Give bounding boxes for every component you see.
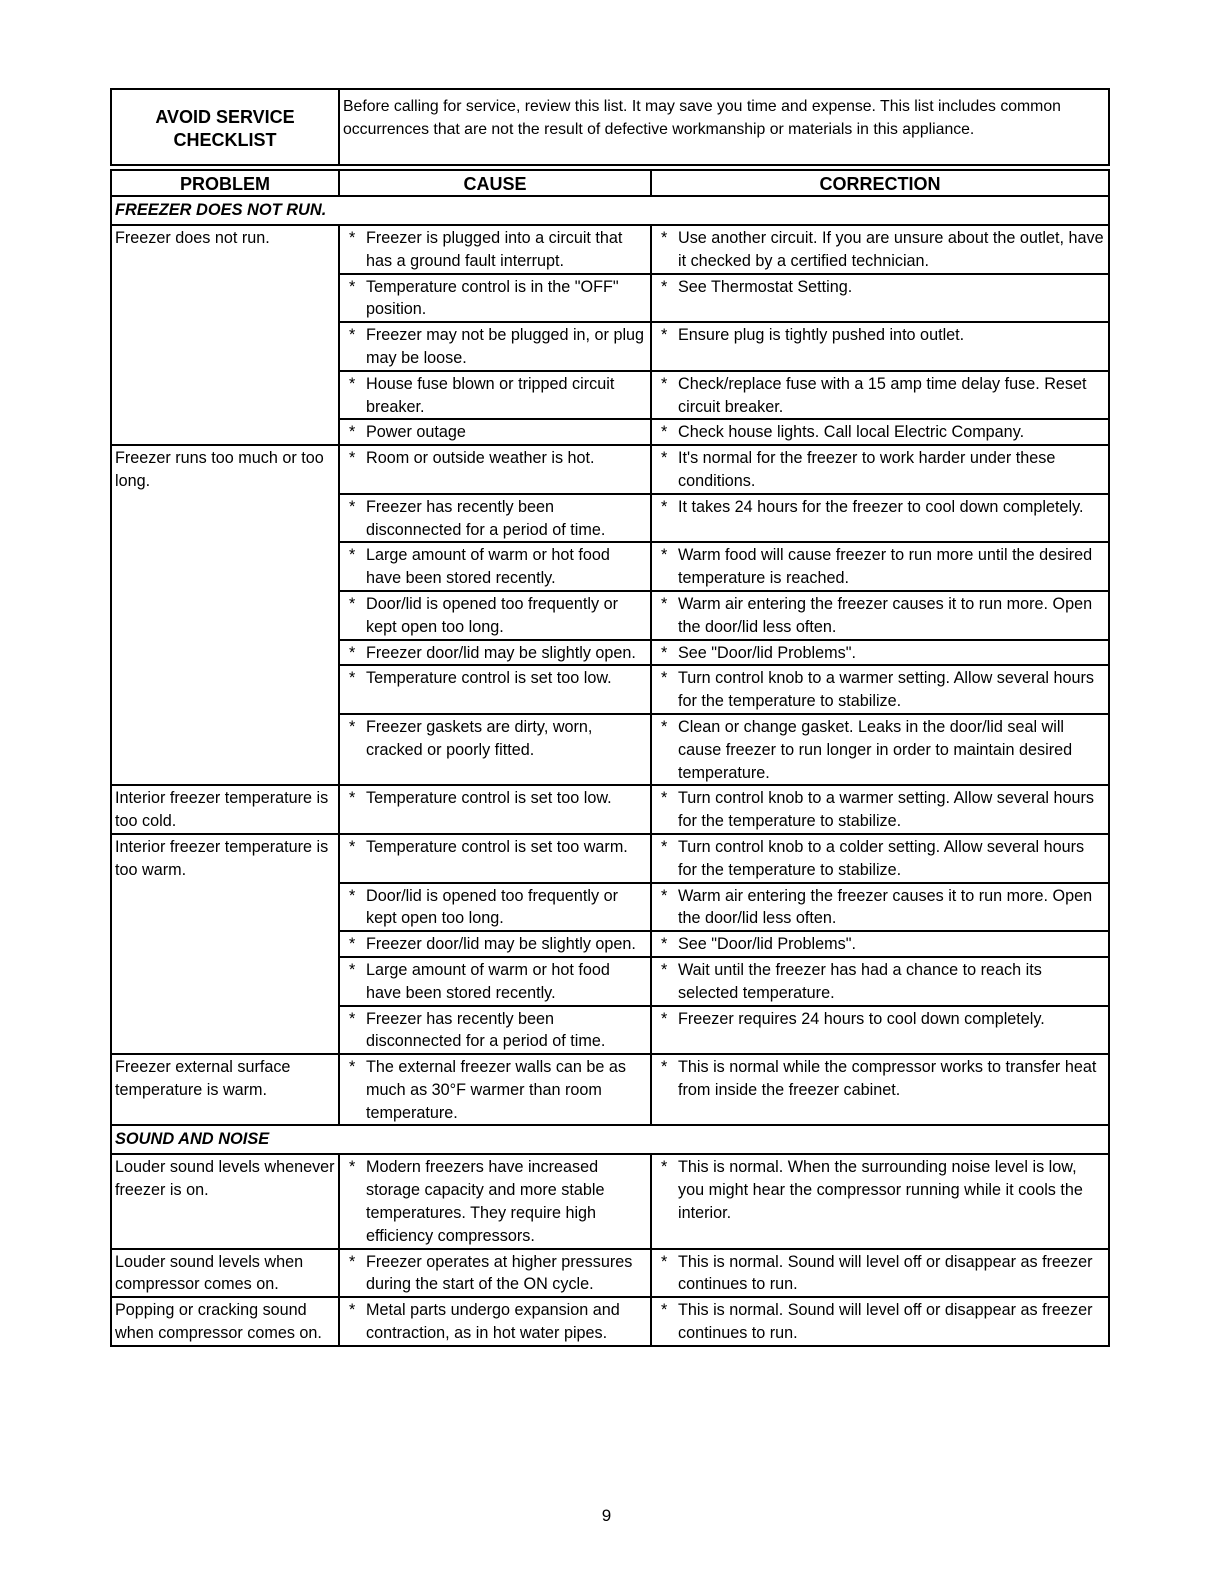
cause-cell [339, 419, 651, 445]
cause-text: Power outage [366, 423, 466, 442]
checklist-title [111, 89, 339, 165]
bullet-asterisk: * [349, 229, 356, 247]
correction-text: See Thermostat Setting. [678, 277, 853, 296]
bullet-asterisk: * [349, 837, 356, 856]
bullet-asterisk: * [661, 229, 668, 247]
cause-text: Freezer is plugged into a circuit that has a ground fault interrupt. [366, 229, 623, 270]
correction-cell [651, 883, 1109, 932]
table-row [111, 445, 1109, 494]
cause-text: Freezer may not be plugged in, or plug may be loose. [366, 326, 645, 367]
bullet-asterisk: * [661, 449, 668, 468]
cause-cell [339, 834, 651, 883]
bullet-asterisk: * [661, 960, 668, 979]
correction-text: It's normal for the freezer to work harder under these conditions. [678, 449, 1056, 490]
cause-cell [339, 665, 651, 714]
table-row [111, 785, 1109, 834]
bullet-asterisk: * [349, 1158, 356, 1177]
bullet-asterisk: * [661, 1252, 668, 1271]
bullet-asterisk: * [661, 423, 668, 442]
correction-cell [651, 494, 1109, 543]
correction-cell [651, 957, 1109, 1006]
cause-cell [339, 542, 651, 591]
correction-text: See "Door/lid Problems". [678, 643, 856, 662]
bullet-asterisk: * [349, 1058, 356, 1077]
cause-text: Freezer gaskets are dirty, worn, cracked or poorly fitted. [366, 717, 593, 759]
bullet-asterisk: * [661, 277, 668, 296]
cause-cell [339, 371, 651, 420]
section-row [111, 1125, 1109, 1154]
section-title: SOUND AND NOISE [111, 1125, 1109, 1154]
bullet-asterisk: * [349, 1252, 356, 1271]
problem-cell: Freezer external surface temperature is warm. [111, 1054, 339, 1125]
correction-cell [651, 785, 1109, 834]
cause-cell [339, 1297, 651, 1346]
bullet-asterisk: * [661, 717, 668, 736]
bullet-asterisk: * [349, 669, 356, 688]
cause-text: Freezer operates at higher pressures during the start of the ON cycle. [366, 1252, 633, 1294]
cause-text: Temperature control is set too low. [366, 669, 612, 688]
bullet-asterisk: * [349, 374, 356, 393]
correction-text: Freezer requires 24 hours to cool down completely. [678, 1009, 1045, 1028]
bullet-asterisk: * [661, 546, 668, 565]
correction-cell [651, 1054, 1109, 1125]
bullet-asterisk: * [349, 423, 356, 442]
cause-text: Freezer has recently been disconnected for a period of time. [366, 497, 606, 539]
checklist-title-line1: AVOID SERVICE [155, 107, 295, 127]
correction-cell [651, 591, 1109, 640]
correction-text: Turn control knob to a colder setting. Allow several hours for the temperature to stabilize. [678, 837, 1085, 879]
bullet-asterisk: * [661, 643, 668, 662]
bullet-asterisk: * [349, 1009, 356, 1028]
bullet-asterisk: * [349, 594, 356, 613]
cause-cell [339, 714, 651, 785]
bullet-asterisk: * [661, 1009, 668, 1028]
cause-text: Modern freezers have increased storage capacity and more stable temperatures. They require high efficiency compressors. [366, 1158, 605, 1245]
correction-cell [651, 1249, 1109, 1298]
cause-cell [339, 274, 651, 323]
correction-text: Turn control knob to a warmer setting. Allow several hours for the temperature to stabilize. [678, 669, 1094, 711]
cause-text: Large amount of warm or hot food have been stored recently. [366, 960, 610, 1002]
bullet-asterisk: * [349, 497, 356, 516]
checklist-title-line2: CHECKLIST [173, 130, 277, 150]
cause-text: Door/lid is opened too frequently or kept open too long. [366, 886, 618, 928]
correction-cell [651, 371, 1109, 420]
correction-text: Ensure plug is tightly pushed into outlet. [678, 326, 965, 345]
cause-cell [339, 225, 651, 274]
bullet-asterisk: * [349, 935, 356, 954]
correction-cell [651, 640, 1109, 666]
cause-cell [339, 1154, 651, 1248]
problem-cell: Interior freezer temperature is too cold. [111, 785, 339, 834]
correction-cell [651, 1297, 1109, 1346]
checklist-page [110, 88, 1108, 1347]
cause-text: House fuse blown or tripped circuit breaker. [366, 374, 615, 416]
bullet-asterisk: * [349, 449, 356, 468]
cause-text: Freezer door/lid may be slightly open. [366, 935, 636, 954]
bullet-asterisk: * [349, 643, 356, 662]
correction-cell [651, 834, 1109, 883]
correction-text: This is normal. Sound will level off or disappear as freezer continues to run. [678, 1301, 1093, 1343]
bullet-asterisk: * [661, 374, 668, 393]
header-row [111, 170, 1109, 196]
correction-cell [651, 714, 1109, 785]
cause-cell [339, 640, 651, 666]
bullet-asterisk: * [661, 886, 668, 905]
correction-cell [651, 274, 1109, 323]
bullet-asterisk: * [349, 1301, 356, 1320]
cause-cell [339, 883, 651, 932]
correction-cell [651, 931, 1109, 957]
bullet-asterisk: * [661, 837, 668, 856]
problem-cell: Freezer does not run. [111, 225, 339, 445]
bullet-asterisk: * [661, 594, 668, 613]
cause-cell [339, 322, 651, 371]
correction-cell [651, 665, 1109, 714]
cause-text: The external freezer walls can be as much as 30°F warmer than room temperature. [366, 1058, 627, 1122]
problem-cell: Louder sound levels whenever freezer is on. [111, 1154, 339, 1248]
correction-text: It takes 24 hours for the freezer to cool down completely. [678, 497, 1084, 516]
cause-text: Freezer door/lid may be slightly open. [366, 643, 636, 662]
cause-cell [339, 1054, 651, 1125]
bullet-asterisk: * [349, 277, 356, 296]
bullet-asterisk: * [349, 886, 356, 905]
bullet-asterisk: * [661, 1058, 668, 1077]
correction-text: Warm air entering the freezer causes it to run more. Open the door/lid less often. [678, 886, 1093, 928]
cause-cell [339, 931, 651, 957]
cause-text: Temperature control is in the "OFF" position. [366, 277, 619, 319]
problem-cell: Freezer runs too much or too long. [111, 445, 339, 785]
header-correction: CORRECTION [651, 170, 1109, 196]
cause-cell [339, 591, 651, 640]
page-number: 9 [601, 1506, 612, 1525]
intro-row [111, 89, 1109, 165]
bullet-asterisk: * [349, 717, 356, 736]
cause-cell [339, 1006, 651, 1055]
cause-text: Temperature control is set too warm. [366, 837, 628, 856]
correction-cell [651, 1154, 1109, 1248]
correction-cell [651, 1006, 1109, 1055]
cause-cell [339, 1249, 651, 1298]
table-row [111, 1054, 1109, 1125]
checklist-table [110, 88, 1110, 1347]
correction-text: This is normal. Sound will level off or disappear as freezer continues to run. [678, 1252, 1093, 1294]
correction-text: Check house lights. Call local Electric Company. [678, 423, 1025, 442]
cause-cell [339, 785, 651, 834]
bullet-asterisk: * [661, 789, 668, 808]
table-row [111, 1249, 1109, 1298]
correction-text: Wait until the freezer has had a chance to reach its selected temperature. [678, 960, 1042, 1002]
cause-text: Metal parts undergo expansion and contraction, as in hot water pipes. [366, 1301, 620, 1343]
section-row [111, 196, 1109, 225]
header-cause: CAUSE [339, 170, 651, 196]
correction-text: Use another circuit. If you are unsure about the outlet, have it checked by a certified technician. [678, 229, 1104, 270]
section-title: FREEZER DOES NOT RUN. [111, 196, 1109, 225]
problem-cell: Interior freezer temperature is too warm. [111, 834, 339, 1054]
table-row [111, 225, 1109, 274]
correction-cell [651, 445, 1109, 494]
bullet-asterisk: * [349, 960, 356, 979]
correction-text: Warm air entering the freezer causes it to run more. Open the door/lid less often. [678, 594, 1093, 636]
correction-text: This is normal. When the surrounding noise level is low, you might hear the compressor running while it cools the interior. [678, 1158, 1083, 1223]
correction-text: Check/replace fuse with a 15 amp time delay fuse. Reset circuit breaker. [678, 374, 1087, 416]
correction-text: This is normal while the compressor works to transfer heat from inside the freezer cabinet. [678, 1058, 1097, 1099]
bullet-asterisk: * [661, 1158, 668, 1177]
correction-text: See "Door/lid Problems". [678, 935, 856, 954]
bullet-asterisk: * [349, 546, 356, 565]
table-row [111, 1154, 1109, 1248]
correction-cell [651, 225, 1109, 274]
cause-text: Large amount of warm or hot food have been stored recently. [366, 546, 610, 588]
bullet-asterisk: * [661, 935, 668, 954]
bullet-asterisk: * [349, 789, 356, 808]
correction-text: Warm food will cause freezer to run more until the desired temperature is reached. [678, 546, 1093, 588]
table-row [111, 1297, 1109, 1346]
problem-cell: Louder sound levels when compressor comes on. [111, 1249, 339, 1298]
correction-text: Clean or change gasket. Leaks in the door/lid seal will cause freezer to run longer in order to maintain desired temperature. [678, 717, 1073, 782]
cause-cell [339, 957, 651, 1006]
cause-text: Door/lid is opened too frequently or kept open too long. [366, 594, 618, 636]
correction-cell [651, 419, 1109, 445]
cause-text: Temperature control is set too low. [366, 789, 612, 808]
table-row [111, 834, 1109, 883]
header-problem: PROBLEM [111, 170, 339, 196]
cause-text: Freezer has recently been disconnected for a period of time. [366, 1009, 606, 1051]
intro-text: Before calling for service, review this list. It may save you time and expense. This list includes common occurrences that are not the result of defective workmanship or materials in this appliance. [339, 89, 1109, 165]
cause-cell [339, 494, 651, 543]
cause-cell [339, 445, 651, 494]
correction-cell [651, 542, 1109, 591]
correction-text: Turn control knob to a warmer setting. Allow several hours for the temperature to stabilize. [678, 789, 1094, 831]
correction-cell [651, 322, 1109, 371]
bullet-asterisk: * [661, 669, 668, 688]
bullet-asterisk: * [349, 326, 356, 345]
bullet-asterisk: * [661, 326, 668, 345]
problem-cell: Popping or cracking sound when compressor comes on. [111, 1297, 339, 1346]
cause-text: Room or outside weather is hot. [366, 449, 595, 468]
bullet-asterisk: * [661, 1301, 668, 1320]
bullet-asterisk: * [661, 497, 668, 516]
